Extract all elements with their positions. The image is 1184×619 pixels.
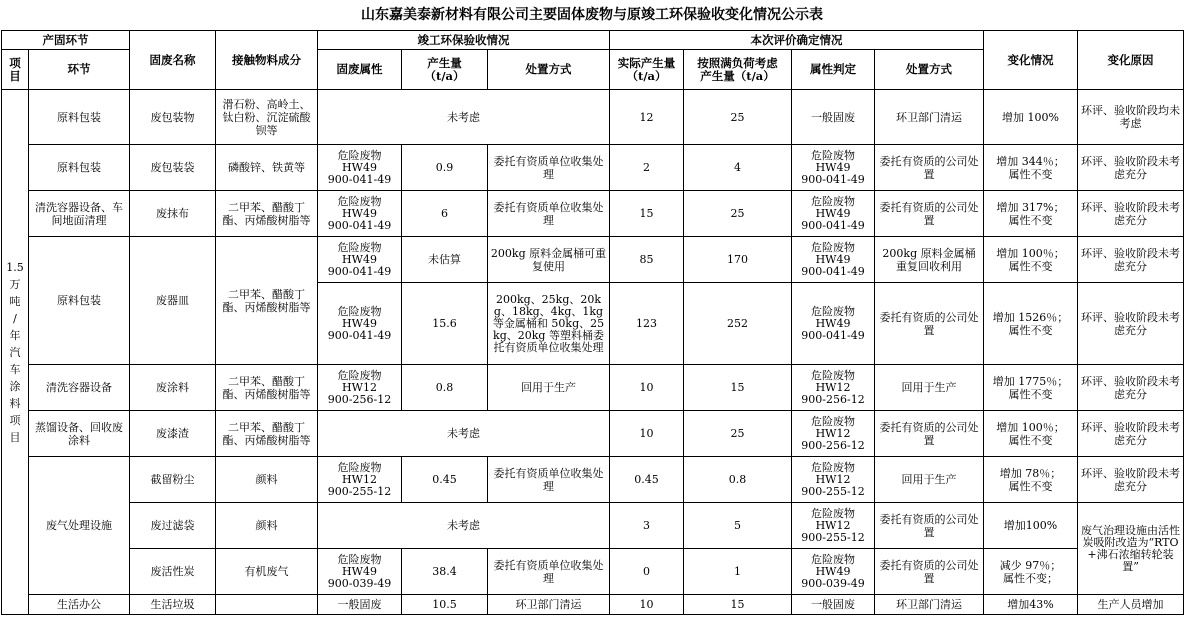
- full-load-amount-cell: 1: [684, 549, 792, 595]
- table-row: [2, 90, 1184, 145]
- attribute-cell: 危险废物 HW49 900-041-49: [792, 145, 875, 191]
- disposal-cell: 环卫部门清运: [875, 595, 984, 615]
- material-cell: 二甲苯、醋酸丁酯、丙烯酸树脂等: [216, 411, 318, 457]
- full-load-amount-cell: 4: [684, 145, 792, 191]
- table-row: [2, 145, 1184, 191]
- actual-amount-cell: 0: [610, 549, 684, 595]
- solid-waste-table: [1, 30, 1184, 615]
- material-cell: 二甲苯、醋酸丁酯、丙烯酸树脂等: [216, 191, 318, 237]
- material-cell: 颜料: [216, 457, 318, 503]
- material-cell: 滑石粉、高岭土、钛白粉、沉淀硫酸钡等: [216, 90, 318, 145]
- material-cell: 磷酸锌、铁黄等: [216, 145, 318, 191]
- acceptance-disposal-cell: 委托有资质单位收集处理: [488, 191, 610, 237]
- actual-amount-cell: 12: [610, 90, 684, 145]
- header-jun-gong: 竣工环保验收情况: [318, 31, 610, 50]
- waste-name-cell: 废漆渣: [130, 411, 216, 457]
- acceptance-disposal-cell: 委托有资质单位收集处理: [488, 457, 610, 503]
- attribute-cell: 危险废物 HW49 900-039-49: [792, 549, 875, 595]
- material-cell: [216, 595, 318, 615]
- full-load-amount-cell: 25: [684, 90, 792, 145]
- not-considered-cell: 未考虑: [318, 503, 610, 549]
- waste-name-cell: 截留粉尘: [130, 457, 216, 503]
- attribute-cell: 危险废物 HW49 900-041-49: [792, 283, 875, 365]
- acceptance-attribute-cell: 危险废物 HW12 900-255-12: [318, 457, 402, 503]
- acceptance-disposal-cell: 委托有资质单位收集处理: [488, 145, 610, 191]
- attribute-cell: 一般固废: [792, 90, 875, 145]
- acceptance-disposal-cell: 200kg、25kg、20kg、18kg、4kg、1kg 等金属桶和 50kg、25kg、20kg 等塑料桶委托有资质单位收集处理: [488, 283, 610, 365]
- header-chan-gu-huan-jie: 产固环节: [2, 31, 130, 50]
- header-xiang-mu: 项 目: [2, 50, 29, 90]
- acceptance-disposal-cell: 委托有资质单位收集处理: [488, 549, 610, 595]
- change-cell: 增加 100％； 属性不变: [984, 237, 1078, 283]
- huan-jie-cell: 原料包装: [29, 90, 130, 145]
- acceptance-attribute-cell: 危险废物 HW49 900-041-49: [318, 237, 402, 283]
- material-cell: 二甲苯、醋酸丁酯、丙烯酸树脂等: [216, 237, 318, 365]
- header-shu-xing-pan-ding: 属性判定: [792, 50, 875, 90]
- disposal-cell: 委托有资质的公司处置: [875, 145, 984, 191]
- waste-name-cell: 废过滤袋: [130, 503, 216, 549]
- reason-cell: 环评、验收阶段未考虑充分: [1078, 145, 1184, 191]
- disposal-cell: 委托有资质的公司处置: [875, 283, 984, 365]
- attribute-cell: 危险废物 HW12 900-256-12: [792, 365, 875, 411]
- attribute-cell: 危险废物 HW49 900-041-49: [792, 191, 875, 237]
- actual-amount-cell: 10: [610, 411, 684, 457]
- page-title: 山东嘉美泰新材料有限公司主要固体废物与原竣工环保验收变化情况公示表: [361, 7, 823, 23]
- attribute-cell: 危险废物 HW49 900-041-49: [792, 237, 875, 283]
- huan-jie-cell: 生活办公: [29, 595, 130, 615]
- material-cell: 颜料: [216, 503, 318, 549]
- acceptance-attribute-cell: 危险废物 HW49 900-039-49: [318, 549, 402, 595]
- attribute-cell: 危险废物 HW12 900-256-12: [792, 411, 875, 457]
- header-chan-sheng-liang: 产生量 （t/a）: [402, 50, 488, 90]
- huan-jie-cell: 清洗容器设备: [29, 365, 130, 411]
- acceptance-amount-cell: 15.6: [402, 283, 488, 365]
- waste-name-cell: 废抹布: [130, 191, 216, 237]
- acceptance-disposal-cell: 环卫部门清运: [488, 595, 610, 615]
- waste-name-cell: 废活性炭: [130, 549, 216, 595]
- disposal-cell: 环卫部门清运: [875, 90, 984, 145]
- table-row: [2, 503, 1184, 549]
- full-load-amount-cell: 25: [684, 411, 792, 457]
- header-ben-ci: 本次评价确定情况: [610, 31, 984, 50]
- acceptance-attribute-cell: 危险废物 HW12 900-256-12: [318, 365, 402, 411]
- change-cell: 增加 100％； 属性不变: [984, 411, 1078, 457]
- reason-cell: 环评、验收阶段未考虑充分: [1078, 411, 1184, 457]
- waste-name-cell: 废包装物: [130, 90, 216, 145]
- waste-name-cell: 废涂料: [130, 365, 216, 411]
- full-load-amount-cell: 5: [684, 503, 792, 549]
- material-cell: 有机废气: [216, 549, 318, 595]
- waste-name-cell: 废包装袋: [130, 145, 216, 191]
- waste-name-cell: 生活垃圾: [130, 595, 216, 615]
- change-cell: 增加 78％； 属性不变: [984, 457, 1078, 503]
- not-considered-cell: 未考虑: [318, 411, 610, 457]
- reason-cell: 废气治理设施由活性炭吸附改造为“RTO+沸石浓缩转轮装置”: [1078, 503, 1184, 595]
- not-considered-cell: 未考虑: [318, 90, 610, 145]
- reason-cell: 环评、验收阶段未考虑充分: [1078, 365, 1184, 411]
- acceptance-amount-cell: 6: [402, 191, 488, 237]
- acceptance-attribute-cell: 危险废物 HW49 900-041-49: [318, 145, 402, 191]
- table-row: [2, 595, 1184, 615]
- acceptance-amount-cell: 未估算: [402, 237, 488, 283]
- project-cell: 1.5 万 吨 / 年 汽 车 涂 料 项 目: [2, 90, 29, 615]
- acceptance-attribute-cell: 危险废物 HW49 900-041-49: [318, 283, 402, 365]
- huan-jie-cell: 原料包装: [29, 145, 130, 191]
- disposal-cell: 回用于生产: [875, 457, 984, 503]
- actual-amount-cell: 2: [610, 145, 684, 191]
- actual-amount-cell: 3: [610, 503, 684, 549]
- acceptance-amount-cell: 38.4: [402, 549, 488, 595]
- huan-jie-cell: 清洗容器设备、车间地面清理: [29, 191, 130, 237]
- table-row: [2, 549, 1184, 595]
- reason-cell: 环评、验收阶段未考虑充分: [1078, 237, 1184, 283]
- full-load-amount-cell: 0.8: [684, 457, 792, 503]
- waste-name-cell: 废器皿: [130, 237, 216, 365]
- acceptance-amount-cell: 0.45: [402, 457, 488, 503]
- acceptance-disposal-cell: 200kg 原料金属桶可重复使用: [488, 237, 610, 283]
- header-gu-fei-ming-cheng: 固废名称: [130, 31, 216, 90]
- acceptance-amount-cell: 10.5: [402, 595, 488, 615]
- change-cell: 增加 344％； 属性不变: [984, 145, 1078, 191]
- header-huan-jie: 环节: [29, 50, 130, 90]
- disposal-cell: 回用于生产: [875, 365, 984, 411]
- header-jie-chu-wu-liao: 接触物料成分: [216, 31, 318, 90]
- reason-cell: 环评、验收阶段未考虑充分: [1078, 457, 1184, 503]
- full-load-amount-cell: 15: [684, 365, 792, 411]
- header-bian-hua-qing-kuang: 变化情况: [984, 31, 1078, 90]
- actual-amount-cell: 15: [610, 191, 684, 237]
- table-row: [2, 191, 1184, 237]
- full-load-amount-cell: 252: [684, 283, 792, 365]
- change-cell: 增加 1775％； 属性不变: [984, 365, 1078, 411]
- change-cell: 增加43%: [984, 595, 1078, 615]
- reason-cell: 生产人员增加: [1078, 595, 1184, 615]
- full-load-amount-cell: 170: [684, 237, 792, 283]
- change-cell: 增加 1526％； 属性不变: [984, 283, 1078, 365]
- huan-jie-cell: 蒸馏设备、回收废涂料: [29, 411, 130, 457]
- full-load-amount-cell: 25: [684, 191, 792, 237]
- header-man-fu-he: 按照满负荷考虑 产生量（t/a）: [684, 50, 792, 90]
- attribute-cell: 危险废物 HW12 900-255-12: [792, 503, 875, 549]
- header-bian-hua-yuan-yin: 变化原因: [1078, 31, 1184, 90]
- reason-cell: 环评、验收阶段均未考虑: [1078, 90, 1184, 145]
- table-row: [2, 457, 1184, 503]
- header-shi-ji: 实际产生量 （t/a）: [610, 50, 684, 90]
- full-load-amount-cell: 15: [684, 595, 792, 615]
- header-gu-fei-shu-xing: 固废属性: [318, 50, 402, 90]
- disposal-cell: 委托有资质的公司处置: [875, 549, 984, 595]
- actual-amount-cell: 0.45: [610, 457, 684, 503]
- huan-jie-cell: 原料包装: [29, 237, 130, 365]
- acceptance-amount-cell: 0.8: [402, 365, 488, 411]
- acceptance-attribute-cell: 危险废物 HW49 900-041-49: [318, 191, 402, 237]
- actual-amount-cell: 10: [610, 365, 684, 411]
- header-chu-zhi-fang-shi: 处置方式: [488, 50, 610, 90]
- change-cell: 增加100%: [984, 503, 1078, 549]
- change-cell: 增加 317%； 属性不变: [984, 191, 1078, 237]
- disposal-cell: 200kg 原料金属桶重复回收利用: [875, 237, 984, 283]
- actual-amount-cell: 10: [610, 595, 684, 615]
- reason-cell: 环评、验收阶段未考虑充分: [1078, 191, 1184, 237]
- acceptance-attribute-cell: 一般固废: [318, 595, 402, 615]
- disposal-cell: 委托有资质的公司处置: [875, 503, 984, 549]
- table-row: [2, 237, 1184, 283]
- attribute-cell: 危险废物 HW12 900-255-12: [792, 457, 875, 503]
- table-row: [2, 365, 1184, 411]
- change-cell: 增加 100%: [984, 90, 1078, 145]
- header-chu-zhi-fang-shi-2: 处置方式: [875, 50, 984, 90]
- table-row: [2, 411, 1184, 457]
- acceptance-amount-cell: 0.9: [402, 145, 488, 191]
- acceptance-disposal-cell: 回用于生产: [488, 365, 610, 411]
- material-cell: 二甲苯、醋酸丁酯、丙烯酸树脂等: [216, 365, 318, 411]
- disposal-cell: 委托有资质的公司处置: [875, 411, 984, 457]
- disposal-cell: 委托有资质的公司处置: [875, 191, 984, 237]
- attribute-cell: 一般固废: [792, 595, 875, 615]
- huan-jie-cell: 废气处理设施: [29, 457, 130, 595]
- change-cell: 减少 97％； 属性不变；: [984, 549, 1078, 595]
- actual-amount-cell: 85: [610, 237, 684, 283]
- reason-cell: 环评、验收阶段未考虑充分: [1078, 283, 1184, 365]
- actual-amount-cell: 123: [610, 283, 684, 365]
